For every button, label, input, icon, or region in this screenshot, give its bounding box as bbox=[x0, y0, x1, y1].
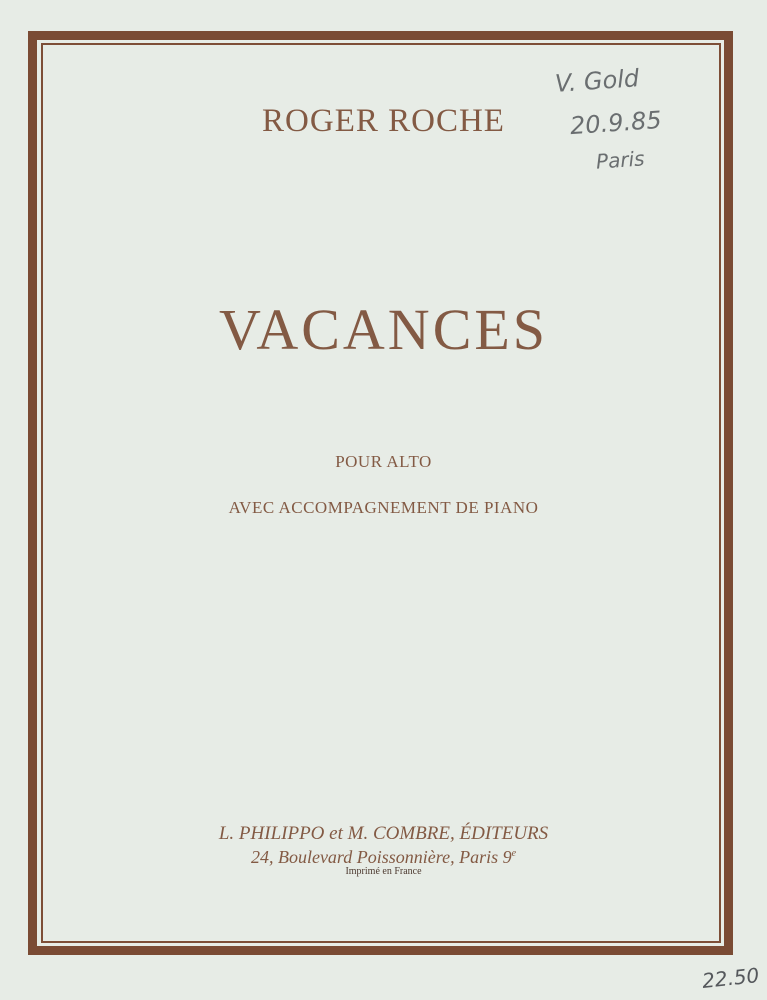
composer-name: ROGER ROCHE bbox=[262, 103, 505, 139]
publisher-name: L. PHILIPPO et M. COMBRE, ÉDITEURS bbox=[218, 823, 549, 844]
score-title: VACANCES bbox=[218, 297, 549, 362]
instrument-line: POUR ALTO bbox=[335, 452, 432, 471]
accompaniment-line: AVEC ACCOMPAGNEMENT DE PIANO bbox=[228, 498, 539, 517]
address-superscript: e bbox=[511, 848, 517, 859]
publisher-address bbox=[0, 847, 767, 868]
price-mark: 22.50 bbox=[700, 963, 761, 993]
imprint-note: Imprimé en France bbox=[345, 866, 422, 877]
handwritten-owner: V. Gold bbox=[554, 64, 640, 98]
handwritten-date: 20.9.85 bbox=[569, 105, 663, 141]
inner-border-frame bbox=[41, 43, 721, 943]
handwritten-place: Paris bbox=[595, 146, 646, 174]
address-text: 24, Boulevard Poissonnière, Paris 9 bbox=[250, 847, 512, 867]
